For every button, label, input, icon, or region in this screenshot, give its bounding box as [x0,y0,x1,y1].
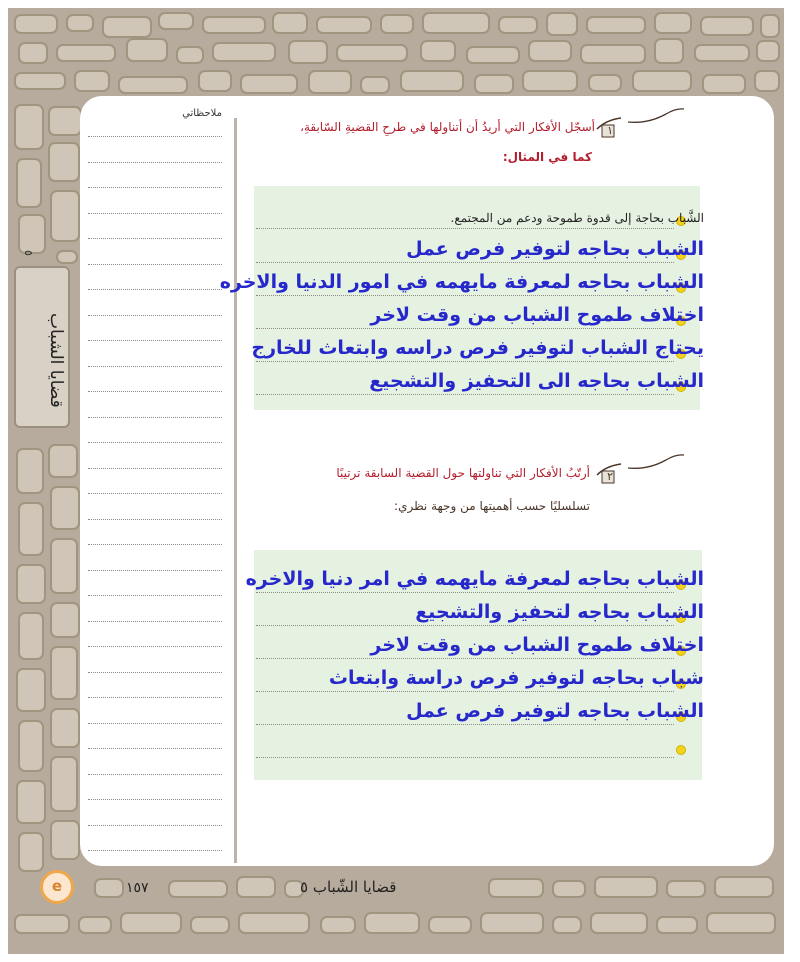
notes-line[interactable] [88,595,222,596]
stone-tile [50,190,80,242]
stone-tile [48,142,80,182]
stone-tile [336,44,408,62]
notes-line[interactable] [88,774,222,775]
notes-line[interactable] [88,213,222,214]
notes-line[interactable] [88,850,222,851]
handwritten-answer: اختلاف طموح الشباب من وقت لاخر [370,304,704,326]
stone-tile [240,74,298,94]
handwritten-answer: الشباب بحاجه لمعرفة مايهمه في امر دنيا والاخره [245,568,704,590]
handwritten-answer: الشباب بحاجه لتوفير فرص عمل [406,238,704,260]
notes-line[interactable] [88,289,222,290]
notes-line[interactable] [88,723,222,724]
notes-line[interactable] [88,544,222,545]
stone-tile [656,916,698,934]
stone-tile [380,14,414,34]
stone-tile [18,720,44,772]
question-2-swash [626,452,686,472]
stone-tile [400,70,464,92]
stone-tile [176,46,204,64]
stone-tile [528,40,572,62]
handwritten-answer: الشباب بحاجه لتوفير فرص عمل [406,700,704,722]
stone-tile [118,76,188,94]
stone-tile [16,780,46,824]
notes-line[interactable] [88,187,222,188]
handwritten-answer: شباب بحاجه لتوفير فرص دراسة وابتعاث [328,667,704,689]
stone-tile [238,912,310,934]
stone-tile [654,12,692,34]
stone-tile [546,12,578,36]
example-idea: الشَّباب بحاجة إلى قدوة طموحة ودعم من المجتمع. [450,211,704,225]
stone-tile [16,668,46,712]
stone-tile [48,444,78,478]
stone-tile [126,38,168,62]
question-2-number: ٢ [607,470,613,483]
notes-line[interactable] [88,340,222,341]
stone-tile [594,876,658,898]
notes-line[interactable] [88,238,222,239]
unit-number: ٥ [22,250,35,256]
stone-tile [18,42,48,64]
answer-line[interactable] [256,592,674,593]
notes-line[interactable] [88,697,222,698]
answer-line[interactable] [256,328,674,329]
question-1-subtext: كما في المثال: [502,150,592,164]
running-title: قضايا الشّباب ٥ [300,878,397,896]
answer-line[interactable] [256,724,674,725]
stone-tile [272,12,308,34]
stone-tile [14,14,58,34]
answer-line[interactable] [256,394,674,395]
notes-line[interactable] [88,493,222,494]
stone-tile [666,880,706,898]
notes-line[interactable] [88,646,222,647]
notes-line[interactable] [88,264,222,265]
notes-line[interactable] [88,136,222,137]
page-number: ١٥٧ [126,880,149,896]
stone-tile [198,70,232,92]
stone-tile [320,916,356,934]
stone-tile [212,42,276,62]
stone-tile [158,12,194,30]
stone-tile [236,876,276,898]
stone-tile [580,44,646,64]
stone-tile [754,70,780,92]
stone-tile [18,214,46,254]
notes-line[interactable] [88,748,222,749]
notes-line[interactable] [88,825,222,826]
handwritten-answer: اختلاف طموح الشباب من وقت لاخر [370,634,704,656]
stone-tile [50,538,78,594]
stone-tile [16,564,46,604]
stone-tile [94,878,124,898]
notes-title: ملاحظاتي [182,108,222,119]
question-2-text: أرتّبُ الأفكار التي تناولتها حول القضية السابقة ترتيبًا [336,466,590,480]
stone-tile [308,70,352,94]
stone-tile [16,158,42,208]
stone-tile [18,832,44,872]
stone-tile [422,12,490,34]
stone-tile [706,912,776,934]
bullet-icon [676,745,686,755]
stone-tile [14,72,66,90]
stone-tile [16,448,44,494]
answer-line[interactable] [256,295,674,296]
notes-line[interactable] [88,442,222,443]
answer-line[interactable] [256,658,674,659]
stone-tile [700,16,754,36]
stone-tile [14,104,44,150]
handwritten-answer: يحتاج الشباب لتوفير فرص دراسه وابتعاث للخارج [251,337,704,359]
stone-tile [66,14,94,32]
stone-tile [522,70,578,92]
question-1-text: أسجّل الأفكار التي أريدُ أن أتناولها في طرحِ القضيةِ السّابقةِ، [300,120,595,134]
stone-tile [702,74,746,94]
stone-tile [360,76,390,94]
stone-tile [56,44,116,62]
answer-line[interactable] [256,361,674,362]
stone-tile [694,44,750,62]
stone-tile [50,602,80,638]
notes-line[interactable] [88,468,222,469]
stone-tile [56,250,78,264]
stone-tile [480,912,544,934]
stone-tile [190,916,230,934]
stone-tile [498,16,538,34]
stone-tile [50,708,80,748]
stone-tile [14,914,70,934]
stone-tile [756,40,780,62]
answer-line[interactable] [256,262,674,263]
stone-tile [316,16,372,34]
question-1-number: ١ [607,124,613,137]
stone-tile [474,74,514,94]
handwritten-answer: الشباب بحاجه لتحفيز والتشجيع [415,601,704,623]
stone-tile [288,40,328,64]
notes-line[interactable] [88,417,222,418]
stone-tile [420,40,456,62]
stone-tile [50,820,80,860]
column-divider [234,118,237,863]
answer-line[interactable] [256,228,674,229]
notes-line[interactable] [88,672,222,673]
notes-line[interactable] [88,519,222,520]
stone-tile [78,916,112,934]
stone-tile [488,878,544,898]
stone-tile [18,502,44,556]
stone-tile [202,16,266,34]
stone-tile [466,46,520,64]
notes-line[interactable] [88,621,222,622]
notes-column [82,108,230,860]
answer-line[interactable] [256,691,674,692]
question-2-subtext: تسلسليًا حسب أهميتها من وجهة نظري: [394,499,590,513]
stone-tile [168,880,228,898]
stone-tile [632,70,692,92]
stone-tile [102,16,152,38]
publisher-logo-icon: e [40,870,74,904]
stone-tile [714,876,774,898]
stone-tile [48,106,82,136]
stone-tile [364,912,420,934]
handwritten-answer: الشباب بحاجه الى التحفيز والتشجيع [369,370,704,392]
stone-tile [654,38,684,64]
answer-line[interactable] [256,625,674,626]
stone-tile [552,880,586,898]
stone-tile [586,16,646,34]
stone-tile [120,912,182,934]
notes-line[interactable] [88,315,222,316]
stone-tile [74,70,110,92]
notes-line[interactable] [88,162,222,163]
stone-tile [760,14,780,38]
stone-tile [552,916,582,934]
stone-tile [18,612,44,660]
stone-tile [50,756,78,812]
notes-line[interactable] [88,570,222,571]
answer-line[interactable] [256,757,674,758]
stone-tile [428,916,472,934]
stone-tile [588,74,622,92]
stone-tile [50,646,78,700]
notes-line[interactable] [88,391,222,392]
stone-tile [590,912,648,934]
handwritten-answer: الشباب بحاجه لمعرفة مايهمه في امور الدنيا والاخره [219,271,704,293]
unit-title: قضايا الشباب [46,312,66,408]
stone-tile [50,486,80,530]
question-1-swash [626,106,686,126]
notes-line[interactable] [88,799,222,800]
notes-line[interactable] [88,366,222,367]
